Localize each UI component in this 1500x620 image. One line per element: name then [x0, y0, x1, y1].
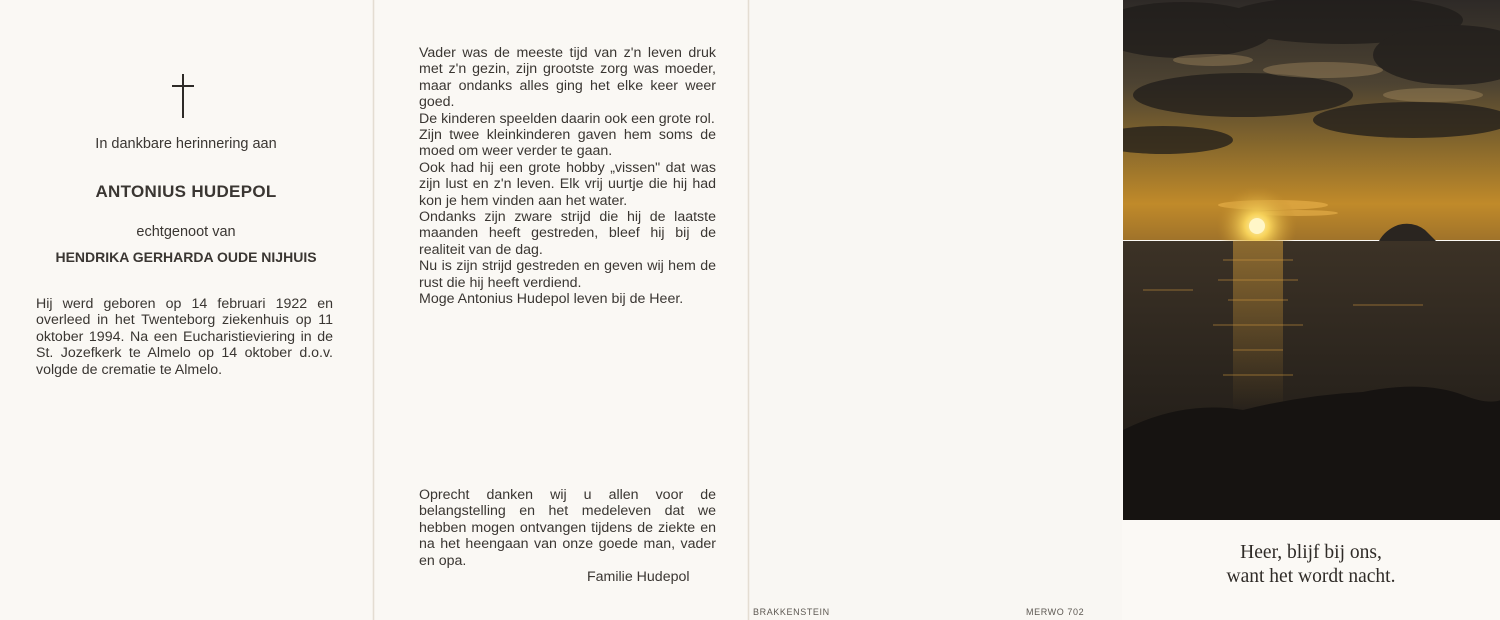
card-panel-blank: [750, 0, 1122, 620]
product-code: MERWO 702: [1026, 607, 1085, 617]
family-signature: Familie Hudepol: [587, 569, 690, 585]
card-panel-left: [0, 0, 372, 620]
card-panel-middle: [375, 0, 747, 620]
cross-icon: [172, 74, 194, 118]
quote-line-1: Heer, blijf bij ons,: [1240, 542, 1382, 563]
sunset-photo: [1123, 0, 1500, 520]
quote-line-2: want het wordt nacht.: [1226, 566, 1396, 587]
spouse-label: echtgenoot van: [136, 224, 236, 240]
fold-line: [748, 0, 749, 620]
card-panel-photo: [1122, 0, 1500, 620]
spouse-name: HENDRIKA GERHARDA OUDE NIJHUIS: [55, 249, 317, 265]
thanks-text: Oprecht danken wij u allen voor de belangstelling en het medeleven dat we hebben mogen ontvangen tijdens de ziekte en na het heengaan van onze goede man, vader en opa.: [419, 487, 716, 569]
printer-imprint: BRAKKENSTEIN: [753, 607, 830, 617]
fold-line: [373, 0, 374, 620]
biography-text: Hij werd geboren op 14 februari 1922 en overleed in het Twenteborg ziekenhuis op 11 oktober 1994. Na een Eucharistieviering in de St. Jozefkerk te Almelo op 14 oktober d.o.v. volgde de crematie te Almelo.: [36, 296, 333, 378]
quote: [1122, 541, 1500, 589]
deceased-name: ANTONIUS HUDEPOL: [95, 182, 277, 201]
intro-text: In dankbare herinnering aan: [95, 136, 277, 152]
tribute-text: Vader was de meeste tijd van z'n leven druk met z'n gezin, zijn grootste zorg was moeder, maar ondanks alles ging het elke keer weer goed. De kinderen speelden daarin ook een grote rol. Zijn twee kleinkinderen gaven hem soms de moed om weer verder te gaan. Ook had hij een grote hobby „vissen" dat was zijn lust en z'n leven. Elk vrij uurtje die hij had kon je hem vinden aan het water. Ondanks zijn zware strijd die hij de laatste maanden heeft gestreden, bleef hij bij de realiteit van de dag. Nu is zijn strijd gestreden en geven wij hem de rust die hij heeft verdiend. Moge Antonius Hudepol leven bij de Heer.: [419, 45, 716, 308]
